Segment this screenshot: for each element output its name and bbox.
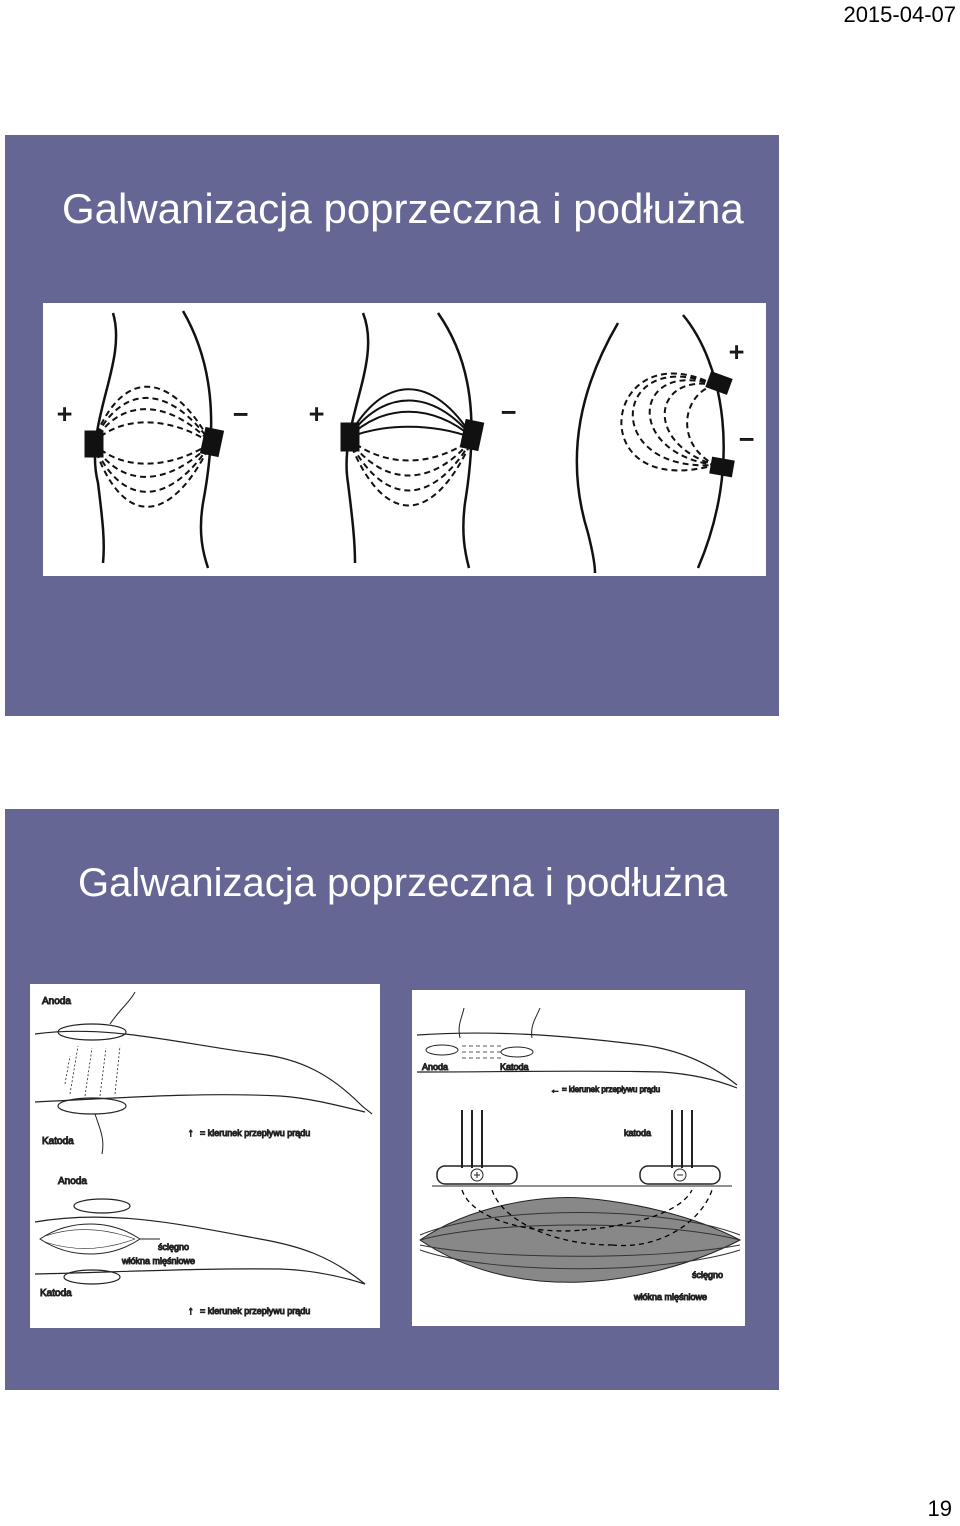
electrode-cathode <box>640 1110 720 1184</box>
legend-text: = kierunek przepływu prądu <box>562 1085 661 1094</box>
sign-minus-3: − <box>739 424 755 454</box>
limb-transverse-1 <box>85 311 224 568</box>
label-sciegno: ścięgno <box>692 1270 724 1280</box>
legend-arrow-icon-2: ↑ <box>188 1305 194 1317</box>
legend-text-2: = kierunek przepływu prądu <box>200 1306 311 1316</box>
sign-minus-1: − <box>233 399 249 429</box>
label-anoda: Anoda <box>422 1062 449 1072</box>
electrode-anode <box>437 1110 517 1184</box>
label-anoda: Anoda <box>42 996 71 1007</box>
slide-2 <box>5 809 779 1390</box>
label-katoda-small: katoda <box>624 1128 652 1138</box>
label-katoda: Katoda <box>500 1062 529 1072</box>
muscle-diagram <box>420 1186 740 1282</box>
page-number: 19 <box>927 1496 952 1521</box>
leg-diagram-top <box>417 1008 737 1088</box>
sign-plus-1: + <box>57 399 73 429</box>
longitudinal-leg-figure <box>412 990 745 1326</box>
label-sciegno: ścięgno <box>158 1242 190 1252</box>
label-katoda-2: Katoda <box>40 1288 72 1299</box>
leg-diagram-bottom <box>35 1199 365 1284</box>
slide-title: Galwanizacja poprzeczna i podłużna <box>78 861 728 905</box>
sign-minus-2: − <box>501 397 517 427</box>
sign-plus-2: + <box>309 399 325 429</box>
label-wlokna: włókna mięśniowe <box>122 1256 196 1266</box>
label-wlokna: włókna mięśniowe <box>634 1292 708 1302</box>
date-stamp: 2015-04-07 <box>843 2 956 27</box>
limb-transverse-2 <box>341 313 484 568</box>
slide-1 <box>5 135 779 716</box>
limb-longitudinal <box>577 315 734 573</box>
field-lines-figure <box>43 303 766 576</box>
legend-text: = kierunek przepływu prądu <box>200 1128 311 1138</box>
legend-arrow-icon: ← <box>550 1085 560 1096</box>
transverse-leg-figure <box>30 984 380 1328</box>
label-anoda-2: Anoda <box>58 1176 87 1187</box>
label-katoda: Katoda <box>42 1136 74 1147</box>
slide-title: Galwanizacja poprzeczna i podłużna <box>62 185 744 232</box>
sign-plus-3: + <box>729 337 745 367</box>
legend-arrow-icon: ↑ <box>188 1127 194 1139</box>
